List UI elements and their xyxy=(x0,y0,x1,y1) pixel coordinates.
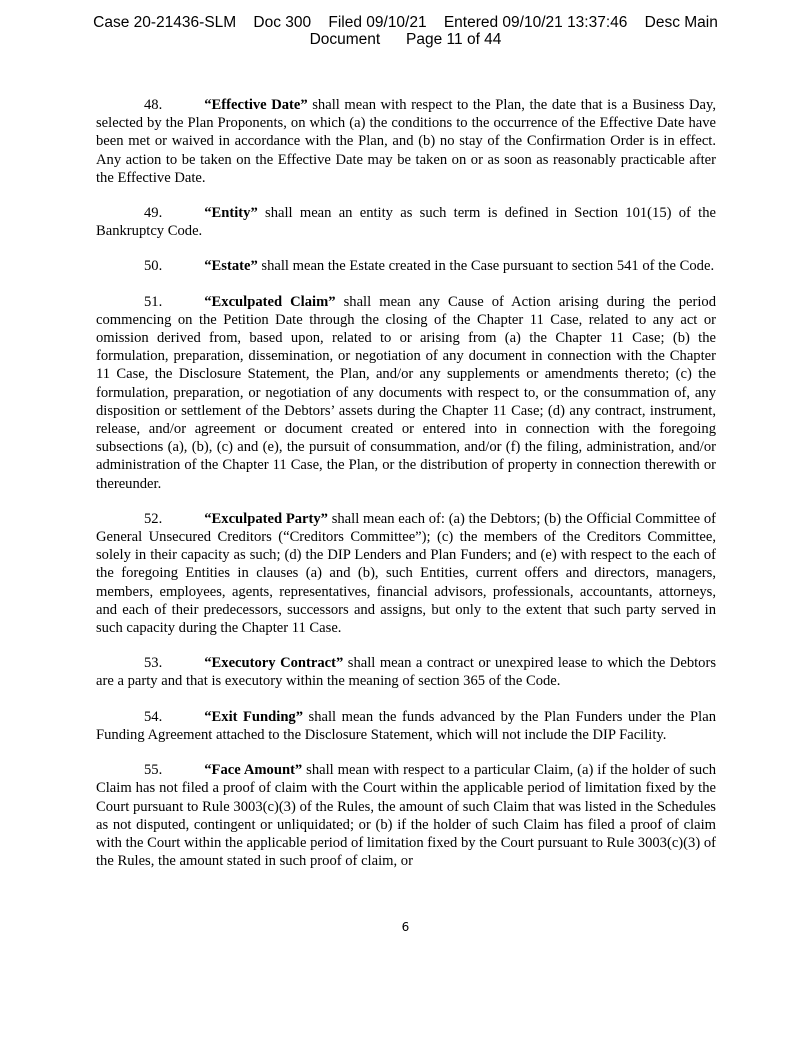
definition-text: shall mean with respect to a particular Claim, (a) if the holder of such Claim has not filed a proof of claim with the Court within the applicable period of limitation fixed by the Court pursuant to Rule 3003(c)(3) of the Rules, the amount of such Claim that was listed in the Schedules as not disputed, contingent or unliquidated; or (b) if the holder of such Claim has filed a proof of claim with the Court within the applicable period of limitation fixed by the Court pursuant to Rule 3003(c)(3) of the Rules, the amount stated in such proof of claim, or xyxy=(96,762,716,870)
case-header-line: Case 20-21436-SLM Doc 300 Filed 09/10/21 Entered 09/10/21 13:37:46 Desc Main xyxy=(93,14,718,31)
definition-paragraph xyxy=(96,761,716,870)
definition-paragraph xyxy=(96,257,716,275)
paragraph-number: 53. xyxy=(144,655,163,672)
defined-term: “Estate” xyxy=(204,258,258,275)
paragraph-number: 49. xyxy=(144,205,163,222)
defined-term: “Effective Date” xyxy=(204,97,308,113)
definition-text: shall mean with respect to the Plan, the date that is a Business Day, selected by the Plan Proponents, on which (a) the conditions to the occurrence of the Effective Date have been met or waived in accordance with the Plan, and (b) no stay of the Confirmation Order is in effect. Any action to be taken on the Effective Date may be taken on or as soon as reasonably practicable after the Effective Date. xyxy=(96,97,716,186)
defined-term: “Executory Contract” xyxy=(204,655,344,672)
paragraph-number: 55. xyxy=(144,762,163,779)
defined-term: “Exculpated Claim” xyxy=(204,293,336,310)
defined-term: “Exit Funding” xyxy=(204,708,304,725)
paragraph-number: 48. xyxy=(144,97,163,113)
definition-paragraph xyxy=(96,708,716,744)
defined-term: “Entity” xyxy=(204,205,258,222)
defined-term: “Face Amount” xyxy=(204,762,303,779)
definition-text: shall mean an entity as such term is defined in Section 101(15) of the Bankruptcy Code. xyxy=(96,205,716,240)
paragraph-number: 52. xyxy=(144,510,163,527)
paragraph-number: 50. xyxy=(144,258,163,275)
definition-paragraph xyxy=(96,204,716,240)
page-number: 6 xyxy=(401,920,410,934)
definition-text: shall mean any Cause of Action arising during the period commencing on the Petition Date through the closing of the Chapter 11 Case, related to any act or omission derived from, based upon, related to or arising from (a) the Chapter 11 Case; (b) the formulation, preparation, dissemination, or negotiation of any document in connection with the Chapter 11 Case, the Disclosure Statement, the Plan, and/or any supplements or amendments thereto; (c) the formulation, preparation, or negotiation of any documents with respect to, or the consummation of, any disposition or settlement of the Debtors’ assets during the Chapter 11 Case; (d) any contract, instrument, release, and/or agreement or document created or entered into in connection with the foregoing subsections (a), (b), (c) and (e), the pursuit of consummation, and/or (f) the filing, administration, and/or administration of the Chapter 11 Case, the Plan, or the distribution of property in connection therewith or thereunder. xyxy=(96,293,716,492)
definition-paragraph xyxy=(96,293,716,493)
document-header xyxy=(0,14,811,48)
definition-text: shall mean the funds advanced by the Plan Funders under the Plan Funding Agreement attached to the Disclosure Statement, which will not include the DIP Facility. xyxy=(96,708,716,743)
definition-text: shall mean the Estate created in the Case pursuant to section 541 of the Code. xyxy=(257,258,715,275)
definition-paragraph xyxy=(96,510,716,637)
definition-text: shall mean a contract or unexpired lease to which the Debtors are a party and that is executory within the meaning of section 365 of the Code. xyxy=(96,655,717,690)
defined-term: “Exculpated Party” xyxy=(204,510,328,527)
definition-paragraph xyxy=(96,96,716,187)
definition-text: shall mean each of: (a) the Debtors; (b) the Official Committee of General Unsecured Creditors (“Creditors Committee”); (c) the members of the Creditors Committee, solely in their capacity as such; (d) the DIP Lenders and Plan Funders; and (e) with respect to the each of the foregoing Entities in clauses (a) and (b), such Entities, current offers and directors, managers, members, employees, agents, representatives, financial advisors, professionals, accountants, attorneys, and each of their predecessors, successors and assigns, but only to the extent that such party served in such capacity during the Chapter 11 Case. xyxy=(96,510,717,637)
document-body xyxy=(96,96,716,887)
paragraph-number: 54. xyxy=(144,708,163,725)
definition-paragraph xyxy=(96,654,716,690)
paragraph-number: 51. xyxy=(144,293,163,310)
document-page-line: Document Page 11 of 44 xyxy=(309,31,502,48)
